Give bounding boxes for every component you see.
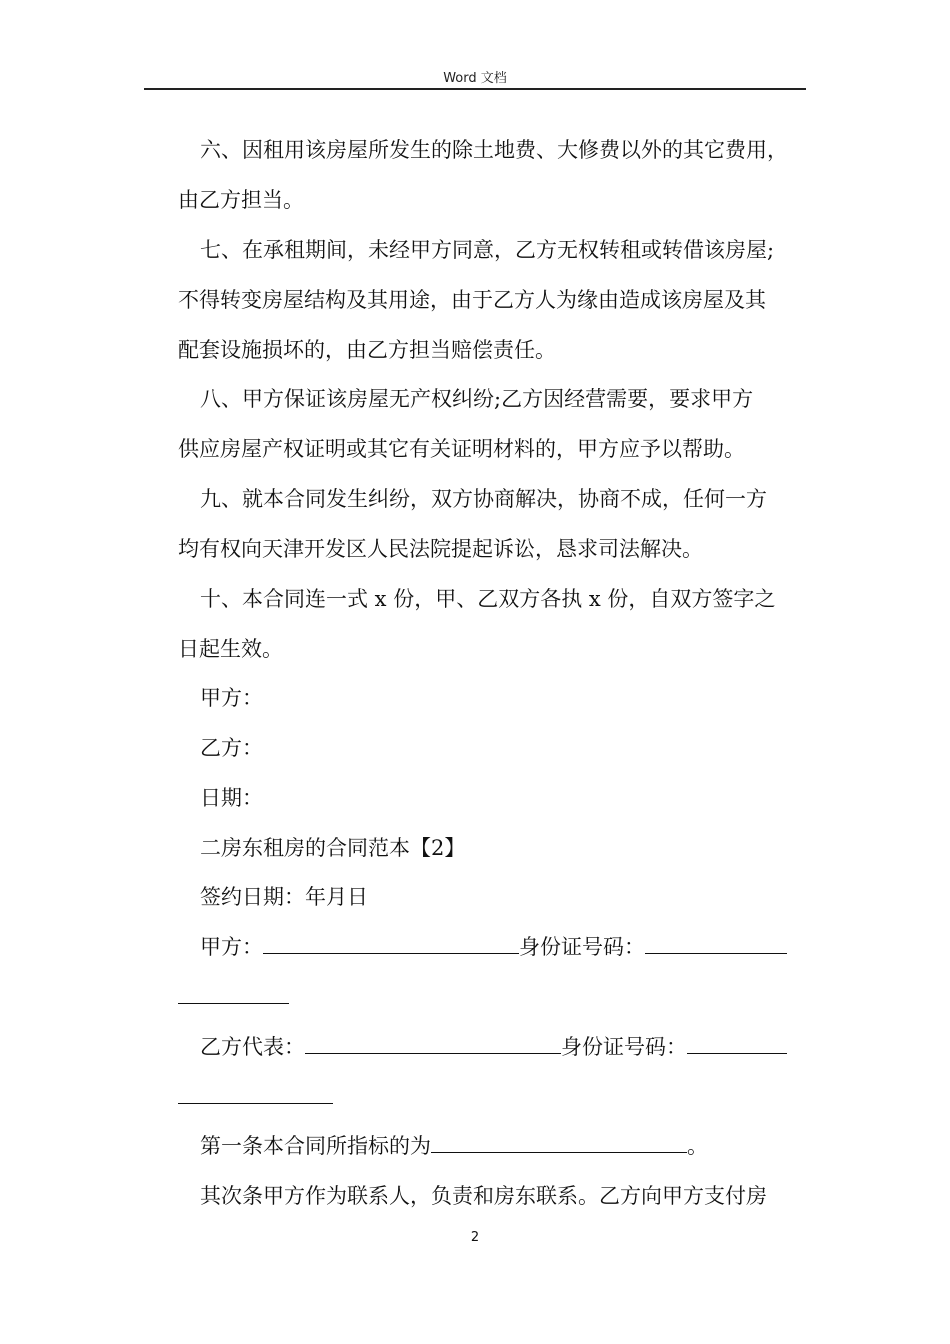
clause-6-line-1: 六、因租用该房屋所发生的除土地费、大修费以外的其它费用， [200,138,788,162]
article-1-suffix: 。 [687,1134,708,1158]
sign-date-line: 签约日期：年月日 [200,885,368,909]
clause-9-line-2: 均有权向天津开发区人民法院提起诉讼，恳求司法解决。 [178,537,703,561]
party-b-rep-blank [305,1033,561,1054]
id-number-label-a: 身份证号码： [519,935,645,959]
clause-8-line-2: 供应房屋产权证明或其它有关证明材料的，甲方应予以帮助。 [178,437,745,461]
party-a-name-blank [263,933,519,954]
clause-9-line-1: 九、就本合同发生纠纷，双方协商解决，协商不成，任何一方 [200,487,767,511]
page-header-title: Word 文档 [443,71,507,86]
signature-party-a: 甲方： [200,686,263,710]
article-2-line: 其次条甲方作为联系人，负责和房东联系。乙方向甲方支付房 [200,1184,767,1208]
header-divider [144,88,806,90]
clause-7-line-3: 配套设施损坏的，由乙方担当赔偿责任。 [178,338,556,362]
clause-10-line-2: 日起生效。 [178,637,283,661]
party-a-info-line [200,932,840,962]
signature-date: 日期： [200,786,263,810]
clause-7-line-2: 不得转变房屋结构及其用途，由于乙方人为缘由造成该房屋及其 [178,288,766,312]
party-b-info-line [200,1032,840,1062]
clause-8-line-1: 八、甲方保证该房屋无产权纠纷;乙方因经营需要，要求甲方 [200,387,754,411]
article-1-prefix: 第一条本合同所指标的为 [200,1134,431,1158]
party-a-id-blank-2 [178,983,289,1004]
party-b-rep-label: 乙方代表： [200,1035,305,1059]
section-heading-2: 二房东租房的合同范本【2】 [200,836,466,860]
party-a-label: 甲方： [200,935,263,959]
signature-party-b: 乙方： [200,736,263,760]
article-1-line [200,1131,840,1161]
clause-7-line-1: 七、在承租期间，未经甲方同意，乙方无权转租或转借该房屋; [200,238,775,262]
article-1-blank [431,1132,687,1153]
party-a-id-blank-continued [178,982,818,1012]
clause-10-line-1: 十、本合同连一式 x 份，甲、乙双方各执 x 份，自双方签字之 [200,587,776,611]
party-b-id-blank-2 [178,1083,333,1104]
party-a-id-blank [645,933,787,954]
party-b-id-blank-continued [178,1082,818,1112]
id-number-label-b: 身份证号码： [561,1035,687,1059]
clause-6-line-2: 由乙方担当。 [178,188,304,212]
party-b-id-blank [687,1033,787,1054]
page-number: 2 [470,1230,480,1245]
